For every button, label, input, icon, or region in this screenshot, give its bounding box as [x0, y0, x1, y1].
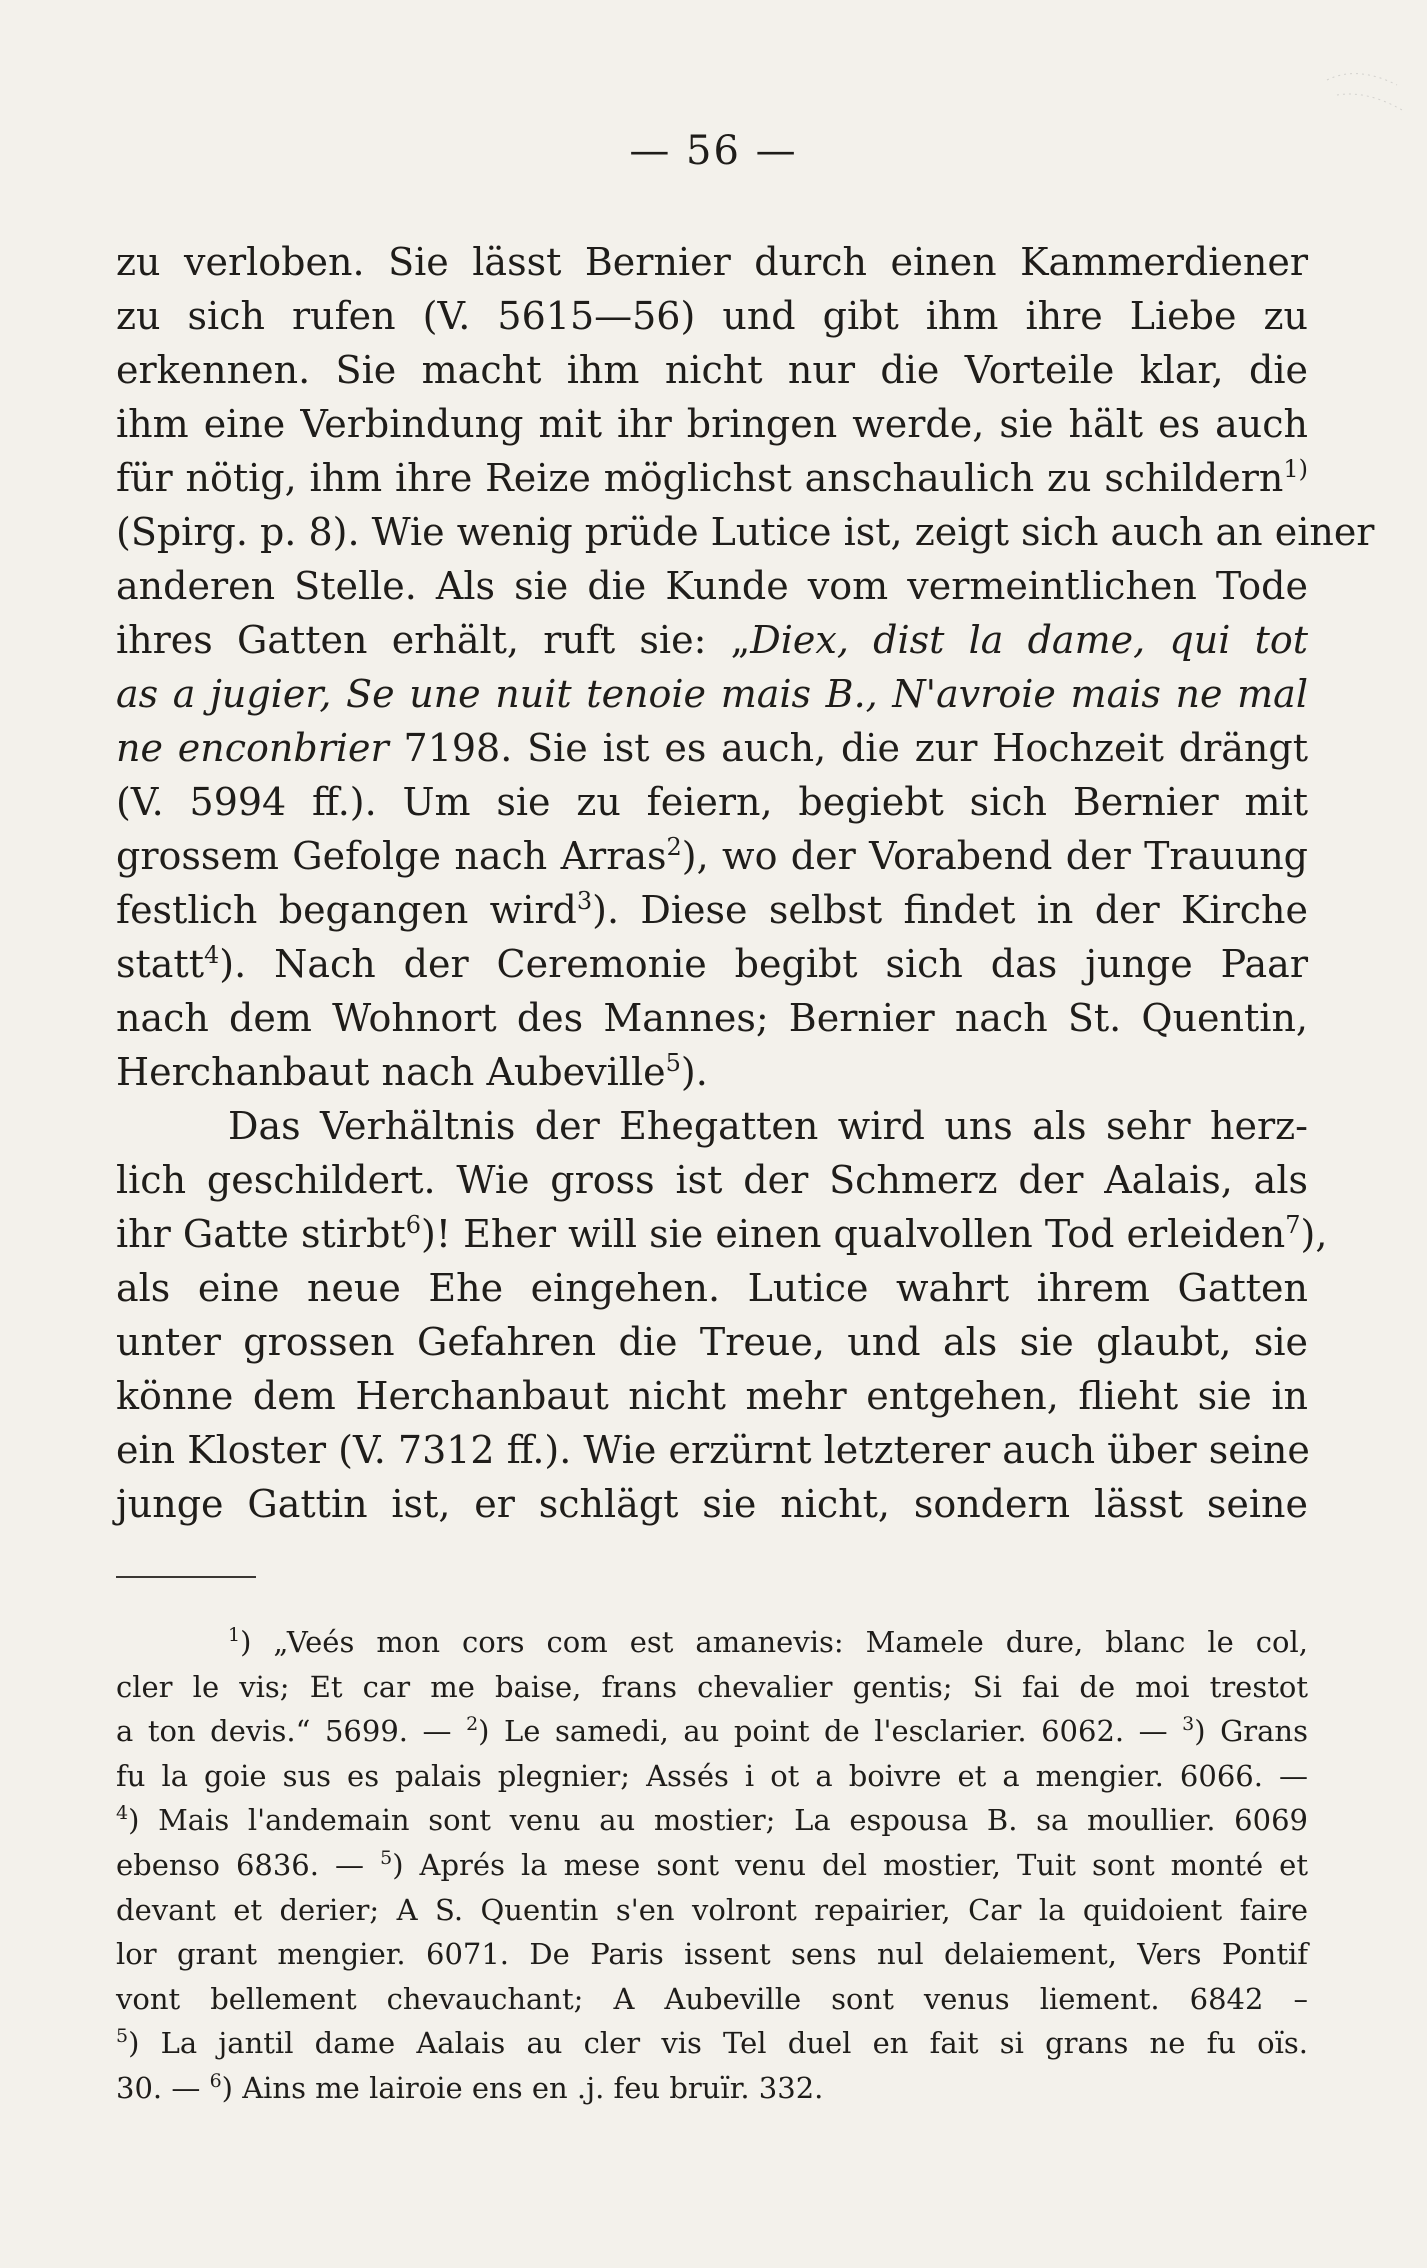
- text-line: statt$^4$). Nach der Ceremonie begibt sich das junge Paar: [116, 941, 1308, 986]
- footnote-number: 2: [466, 1713, 479, 1736]
- quotation-italic: as a jugier, Se une nuit tenoie mais B., N'avroie mais ne mal: [116, 672, 1308, 716]
- text-line: unter grossen Gefahren die Treue, und als sie glaubt, sie: [116, 1320, 1308, 1364]
- text-line: (Spirg. p. 8). Wie wenig prüde Lutice ist, zeigt sich auch an einer: [116, 510, 1375, 554]
- scan-smudge-mark: [1317, 60, 1407, 120]
- text-line: ein Kloster (V. 7312 ff.). Wie erzürnt letzterer auch über seine: [116, 1428, 1310, 1472]
- quotation-italic: ne enconbrier: [116, 726, 389, 770]
- text-line: erkennen. Sie macht ihm nicht nur die Vorteile klar, die: [116, 348, 1308, 392]
- footnote-line: $^4$) Mais l'andemain sont venu au mostier; La espousa B. sa moullier. 6069: [116, 1802, 1308, 1838]
- footnote-line: a ton devis.“ 5699. — $^2$) Le samedi, au point de l'esclarier. 6062. — $^3$) Grans: [116, 1713, 1308, 1749]
- footnote-mark: 7: [1285, 1211, 1301, 1239]
- footnote-divider: [116, 1576, 256, 1578]
- footnotes: [116, 1620, 1308, 2111]
- footnote-mark: 3: [576, 887, 593, 915]
- text-line: ihr Gatte stirbt$^6$)! Eher will sie einen qualvollen Tod erleiden$^7$),: [116, 1211, 1328, 1256]
- text-line: für nötig, ihm ihre Reize möglichst anschaulich zu schildern$^{1)}$: [116, 455, 1308, 500]
- text-line: als eine neue Ehe eingehen. Lutice wahrt ihrem Gatten: [116, 1266, 1308, 1310]
- footnote-mark: 5: [665, 1049, 681, 1077]
- footnote-number: 5: [116, 2025, 129, 2048]
- text-line: zu verloben. Sie lässt Bernier durch einen Kammerdiener: [116, 240, 1308, 284]
- footnote-line: vont bellement chevauchant; A Aubeville sont venus liement. 6842 –: [116, 1981, 1308, 2016]
- footnote-mark: 2: [666, 833, 682, 861]
- footnote-number: 5: [380, 1846, 393, 1869]
- text-line: zu sich rufen (V. 5615—56) und gibt ihm ihre Liebe zu: [116, 294, 1308, 338]
- footnote-line: ebenso 6836. — $^5$) Aprés la mese sont venu del mostier, Tuit sont monté et: [116, 1846, 1308, 1882]
- text-line: anderen Stelle. Als sie die Kunde vom vermeintlichen Tode: [116, 564, 1308, 608]
- text-line: festlich begangen wird$^3$). Diese selbst findet in der Kirche: [116, 887, 1308, 932]
- text-line: (V. 5994 ff.). Um sie zu feiern, begiebt sich Bernier mit: [116, 780, 1308, 824]
- quotation-italic: Diex, dist la dame, qui tot: [750, 618, 1308, 662]
- text-line: könne dem Herchanbaut nicht mehr entgehen, flieht sie in: [116, 1374, 1308, 1418]
- text-line: [116, 667, 1308, 721]
- footnote-line: devant et derier; A S. Quentin s'en volront repairier, Car la quidoient faire: [116, 1892, 1308, 1927]
- text-line: ihm eine Verbindung mit ihr bringen werde, sie hält es auch: [116, 402, 1308, 446]
- footnote-line: cler le vis; Et car me baise, frans chevalier gentis; Si fai de moi trestot: [116, 1669, 1308, 1704]
- footnote-mark: 4: [203, 941, 220, 969]
- footnote-number: 3: [1182, 1713, 1195, 1736]
- footnote-line: 30. — $^6$) Ains me lairoie ens en .j. feu bruïr. 332.: [116, 2069, 824, 2105]
- text-line: Herchanbaut nach Aubeville$^5$).: [116, 1049, 708, 1094]
- text-line: nach dem Wohnort des Mannes; Bernier nach St. Quentin,: [116, 996, 1308, 1040]
- text-line: junge Gattin ist, er schlägt sie nicht, sondern lässt seine: [116, 1482, 1308, 1526]
- footnote-line: lor grant mengier. 6071. De Paris issent sens nul delaiement, Vers Pontif: [116, 1937, 1308, 1972]
- footnote-number: 4: [116, 1802, 129, 1825]
- footnote-line: fu la goie sus es palais plegnier; Assés i ot a boivre et a mengier. 6066. —: [116, 1758, 1308, 1793]
- text-line: ne enconbrier 7198. Sie ist es auch, die zur Hochzeit drängt: [116, 726, 1308, 770]
- footnote-number: 1: [228, 1624, 241, 1646]
- text-line: ihres Gatten erhält, ruft sie: „Diex, dist la dame, qui tot: [116, 618, 1308, 662]
- text-line: grossem Gefolge nach Arras$^2$), wo der Vorabend der Trauung: [116, 833, 1308, 878]
- footnote-mark: 1): [1283, 455, 1308, 483]
- text-line: Das Verhältnis der Ehegatten wird uns als sehr herz-: [228, 1104, 1308, 1148]
- main-text: [116, 235, 1375, 1531]
- footnote-line: $^5$) La jantil dame Aalais au cler vis Tel duel en fait si grans ne fu oïs.: [116, 2025, 1308, 2061]
- footnote-mark: 6: [405, 1211, 421, 1239]
- page-number: — 56 —: [629, 128, 798, 174]
- footnote-number: 6: [209, 2069, 222, 2092]
- footnote-line: $^1$) „Veés mon cors com est amanevis: Mamele dure, blanc le col,: [228, 1624, 1308, 1659]
- text-line: lich geschildert. Wie gross ist der Schmerz der Aalais, als: [116, 1158, 1308, 1202]
